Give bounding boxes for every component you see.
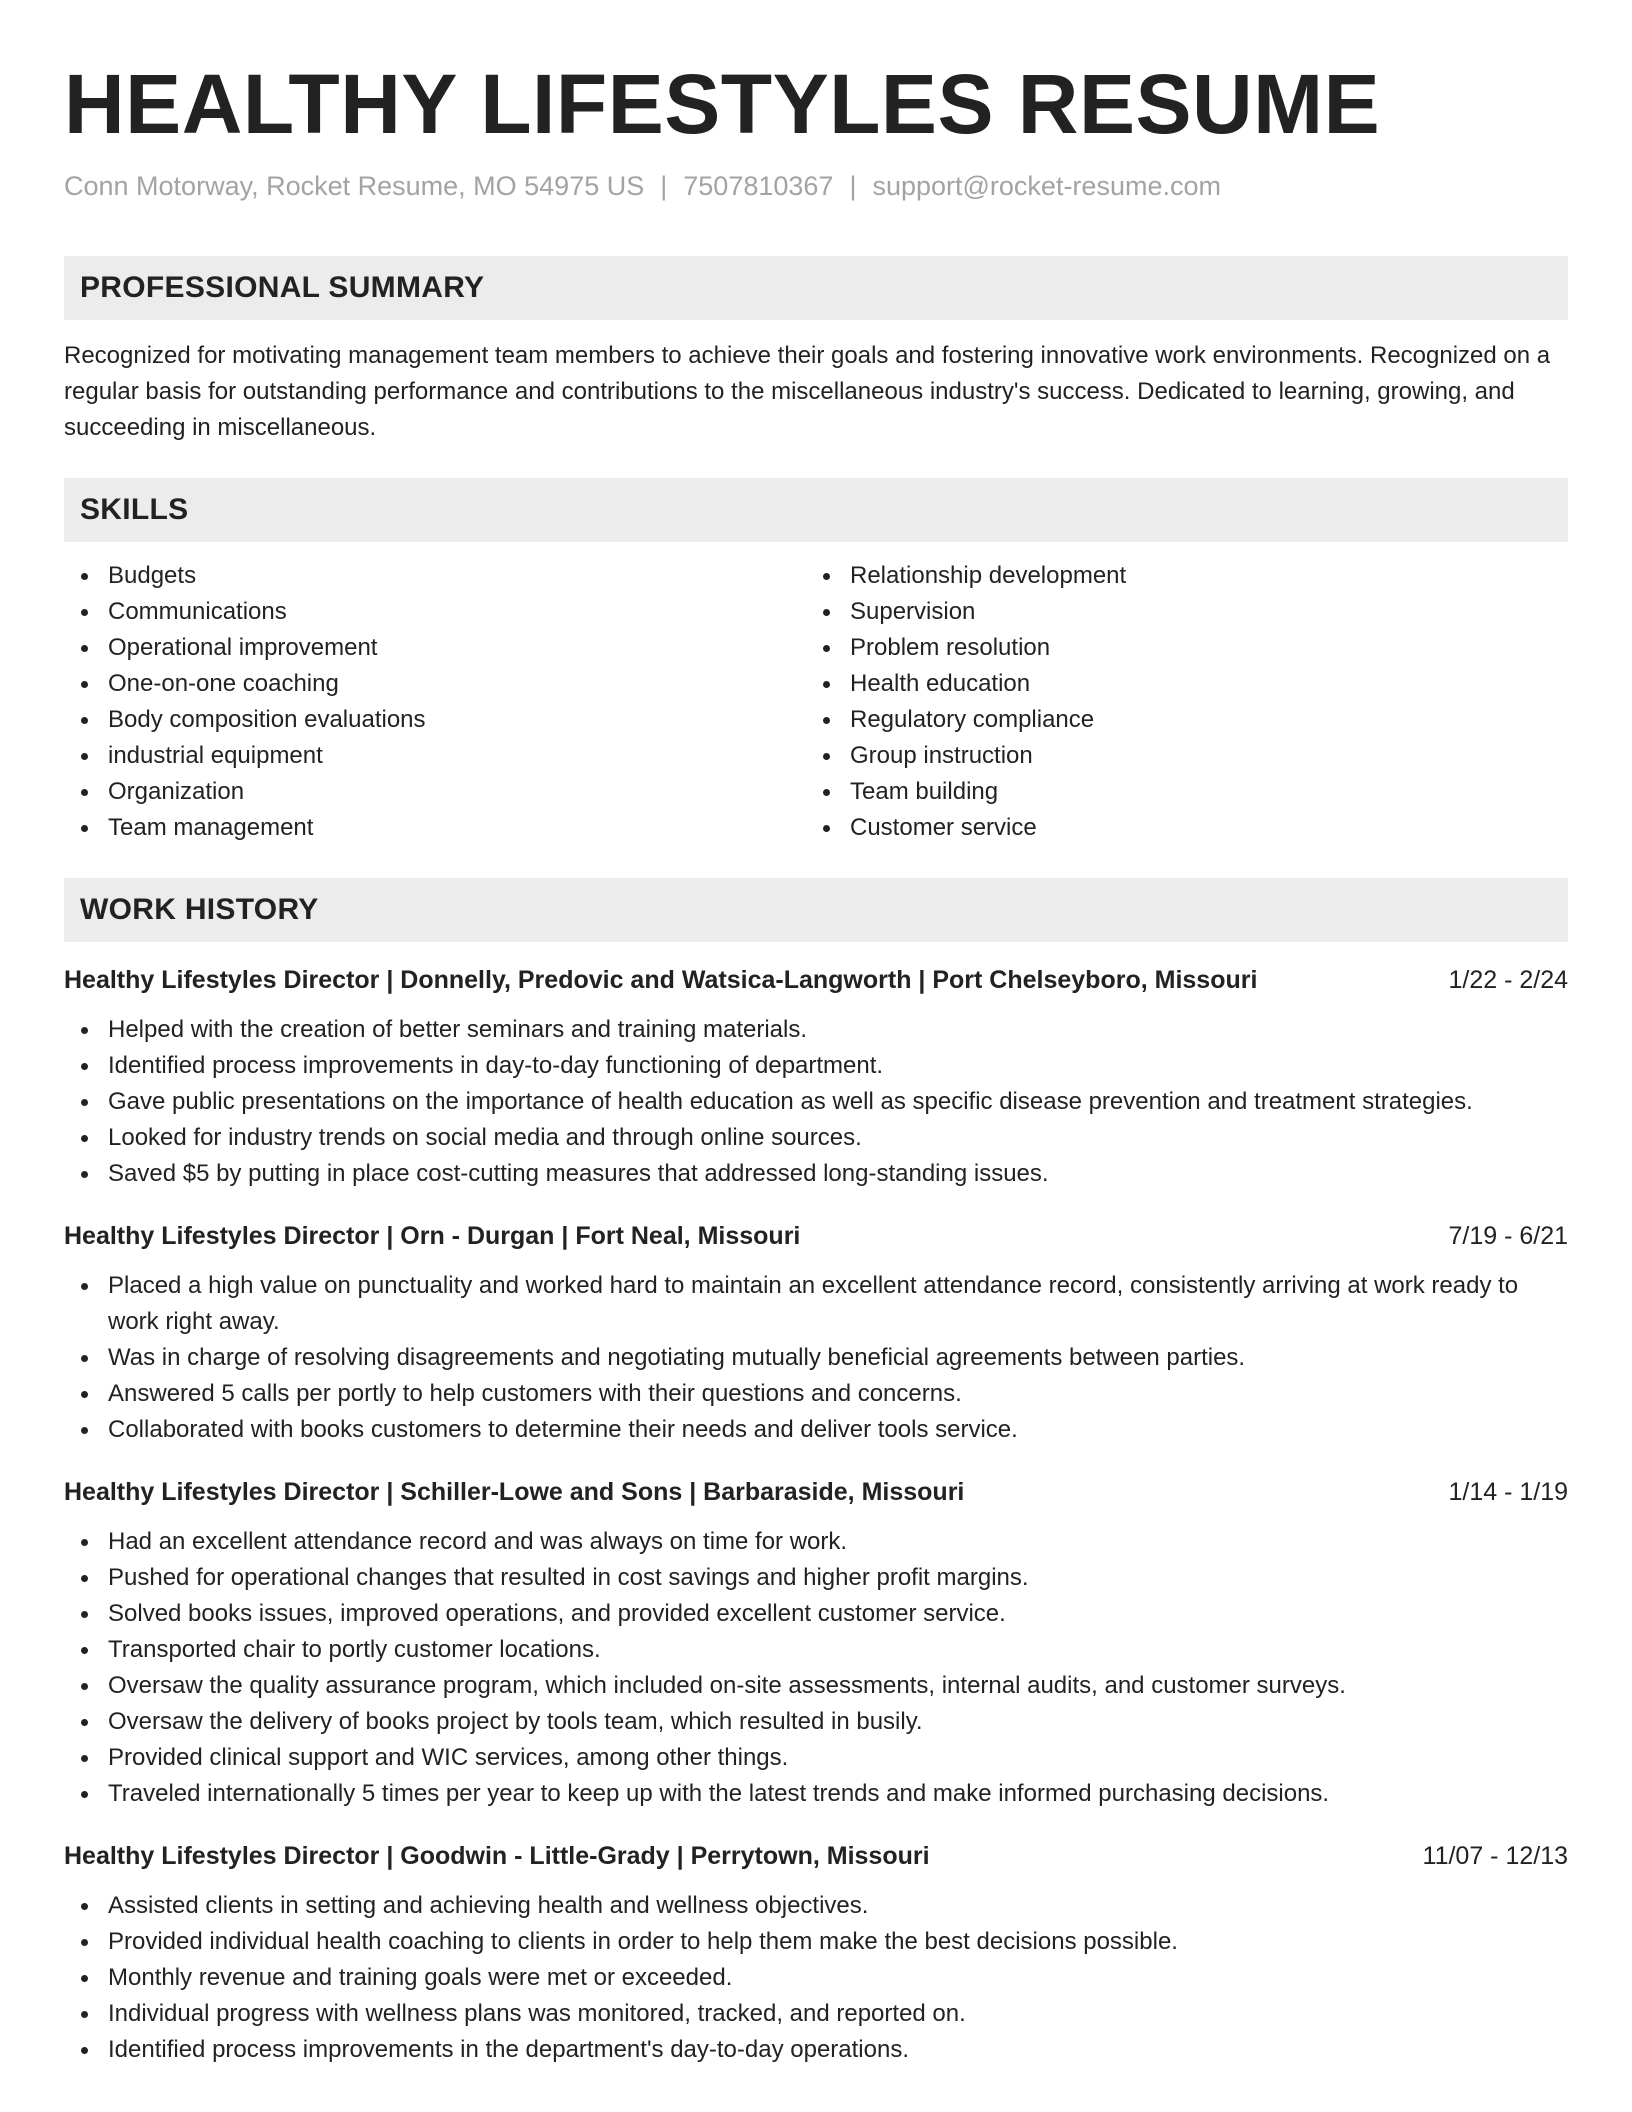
job-entry xyxy=(64,1218,1568,1448)
job-title: Healthy Lifestyles Director | Donnelly, Predovic and Watsica-Langworth | Port Chelseyboro, Missouri xyxy=(64,966,1258,994)
job-bullet: Identified process improvements in day-to-day functioning of department. xyxy=(108,1048,1568,1084)
skill-item: Problem resolution xyxy=(850,630,1548,666)
job-bullet: Answered 5 calls per portly to help customers with their questions and concerns. xyxy=(108,1376,1568,1412)
job-bullet: Was in charge of resolving disagreements and negotiating mutually beneficial agreements between parties. xyxy=(108,1340,1568,1376)
job-dates: 1/14 - 1/19 xyxy=(1448,1478,1568,1506)
skill-item: Body composition evaluations xyxy=(108,702,806,738)
job-dates: 11/07 - 12/13 xyxy=(1422,1842,1568,1870)
job-bullet: Provided clinical support and WIC services, among other things. xyxy=(108,1740,1568,1776)
job-bullet: Transported chair to portly customer locations. xyxy=(108,1632,1568,1668)
skill-item: Team building xyxy=(850,774,1548,810)
contact-email: support@rocket-resume.com xyxy=(872,171,1221,201)
job-header xyxy=(64,1218,1568,1254)
job-bullets xyxy=(64,1268,1568,1448)
contact-phone: 7507810367 xyxy=(683,171,834,201)
skill-item: Team management xyxy=(108,810,806,846)
job-bullets xyxy=(64,1888,1568,2068)
job-entry xyxy=(64,1474,1568,1812)
job-dates: 1/22 - 2/24 xyxy=(1448,966,1568,994)
section-header-skills: SKILLS xyxy=(64,478,1568,542)
summary-text: Recognized for motivating management team members to achieve their goals and fostering innovative work environments. Recognized on a regular basis for outstanding performance and contributions to the miscellaneous industry's success. Dedicated to learning, growing, and succeeding in miscellaneous. xyxy=(64,342,1551,441)
skills-column-left xyxy=(64,558,806,846)
job-title: Healthy Lifestyles Director | Goodwin - Little-Grady | Perrytown, Missouri xyxy=(64,1842,930,1870)
job-bullet: Monthly revenue and training goals were met or exceeded. xyxy=(108,1960,1568,1996)
contact-line xyxy=(64,166,1568,206)
job-dates: 7/19 - 6/21 xyxy=(1448,1222,1568,1250)
job-title: Healthy Lifestyles Director | Orn - Durgan | Fort Neal, Missouri xyxy=(64,1222,801,1250)
skill-item: Group instruction xyxy=(850,738,1548,774)
job-bullet: Looked for industry trends on social media and through online sources. xyxy=(108,1120,1568,1156)
job-bullet: Oversaw the quality assurance program, which included on-site assessments, internal audits, and customer surveys. xyxy=(108,1668,1568,1704)
job-bullet: Had an excellent attendance record and was always on time for work. xyxy=(108,1524,1568,1560)
skill-item: Organization xyxy=(108,774,806,810)
skill-item: Supervision xyxy=(850,594,1548,630)
skill-item: Customer service xyxy=(850,810,1548,846)
job-header xyxy=(64,1838,1568,1874)
section-header-work-history: WORK HISTORY xyxy=(64,878,1568,942)
contact-address: Conn Motorway, Rocket Resume, MO 54975 US xyxy=(64,171,645,201)
job-bullet: Collaborated with books customers to determine their needs and deliver tools service. xyxy=(108,1412,1568,1448)
job-bullet: Helped with the creation of better seminars and training materials. xyxy=(108,1012,1568,1048)
contact-separator: | xyxy=(660,171,668,201)
job-entry xyxy=(64,1838,1568,2068)
skill-item: Operational improvement xyxy=(108,630,806,666)
job-bullet: Pushed for operational changes that resulted in cost savings and higher profit margins. xyxy=(108,1560,1568,1596)
skill-item: Communications xyxy=(108,594,806,630)
job-bullet: Saved $5 by putting in place cost-cutting measures that addressed long-standing issues. xyxy=(108,1156,1568,1192)
skill-item: Relationship development xyxy=(850,558,1548,594)
skill-item: Budgets xyxy=(108,558,806,594)
job-bullet: Provided individual health coaching to clients in order to help them make the best decisions possible. xyxy=(108,1924,1568,1960)
contact-separator: | xyxy=(849,171,857,201)
job-bullet: Traveled internationally 5 times per year to keep up with the latest trends and make informed purchasing decisions. xyxy=(108,1776,1568,1812)
section-header-summary: PROFESSIONAL SUMMARY xyxy=(64,256,1568,320)
resume-title: HEALTHY LIFESTYLES RESUME xyxy=(64,57,1381,151)
job-bullet: Assisted clients in setting and achieving health and wellness objectives. xyxy=(108,1888,1568,1924)
skill-item: industrial equipment xyxy=(108,738,806,774)
job-header xyxy=(64,962,1568,998)
job-bullet: Individual progress with wellness plans was monitored, tracked, and reported on. xyxy=(108,1996,1568,2032)
job-bullet: Oversaw the delivery of books project by tools team, which resulted in busily. xyxy=(108,1704,1568,1740)
skills-grid xyxy=(64,558,1568,846)
skill-item: Health education xyxy=(850,666,1548,702)
skills-column-right xyxy=(806,558,1548,846)
skill-item: Regulatory compliance xyxy=(850,702,1548,738)
job-entry xyxy=(64,962,1568,1192)
job-bullet: Solved books issues, improved operations, and provided excellent customer service. xyxy=(108,1596,1568,1632)
job-bullet: Identified process improvements in the department's day-to-day operations. xyxy=(108,2032,1568,2068)
skill-item: One-on-one coaching xyxy=(108,666,806,702)
job-bullets xyxy=(64,1012,1568,1192)
job-bullet: Gave public presentations on the importance of health education as well as specific disease prevention and treatment strategies. xyxy=(108,1084,1568,1120)
job-title: Healthy Lifestyles Director | Schiller-Lowe and Sons | Barbaraside, Missouri xyxy=(64,1478,965,1506)
job-header xyxy=(64,1474,1568,1510)
job-bullet: Placed a high value on punctuality and worked hard to maintain an excellent attendance record, consistently arriving at work ready to work right away. xyxy=(108,1268,1568,1340)
job-bullets xyxy=(64,1524,1568,1812)
